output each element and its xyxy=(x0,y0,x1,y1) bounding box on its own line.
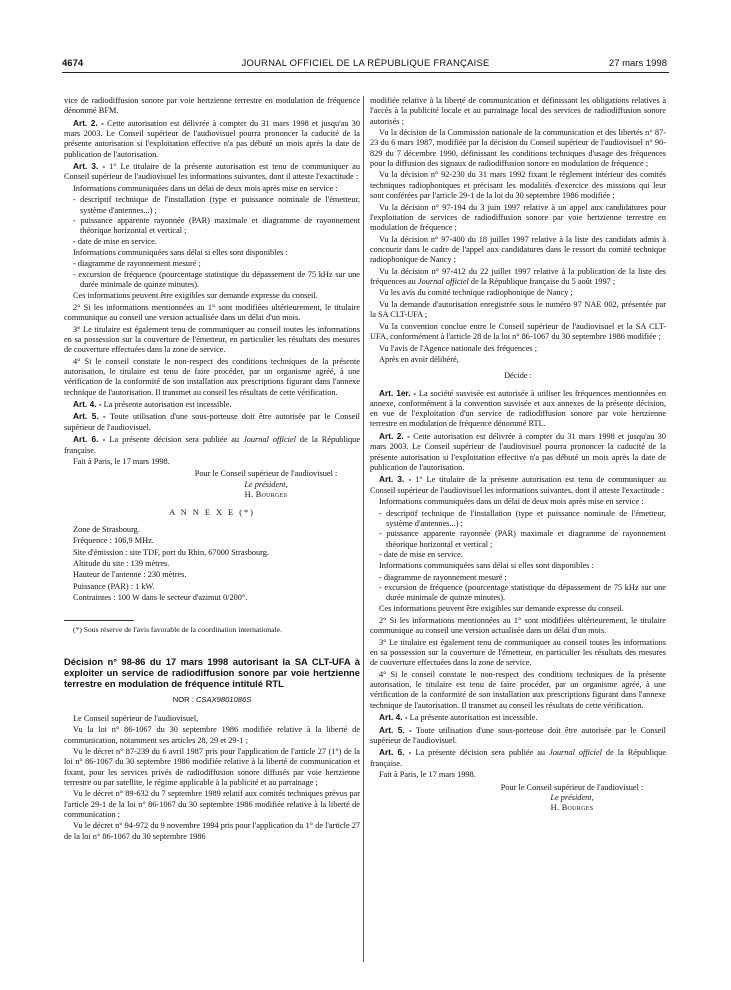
footnote: (*) Sous réserve de l'avis favorable de la coordination internationale. xyxy=(73,624,282,634)
info-delay-title: Informations communiquées dans un délai de deux mois après mise en service : xyxy=(73,183,338,193)
paragraph-3: 3° Le titulaire est également tenu de communiquer au conseil toutes les informations en sa possession sur la couverture de l'émetteur, en particulier les résultats des mesures de couverture effectuées dans la zone de service. xyxy=(370,637,666,668)
signature-role: Le président, xyxy=(244,479,288,489)
vu-line: Vu les avis du comité technique radiophonique de Nancy ; xyxy=(379,288,573,298)
left-column xyxy=(64,96,360,843)
decision-line: Vu la loi n° 86-1067 du 30 septembre 1986 modifiée relative à la liberté de communication, notamment ses articles 28, 29 et 29-1 ; xyxy=(64,725,360,745)
intro-paragraph: vice de radiodiffusion sonore par voie hertzienne terrestre en modulation de fréquence dénommé BFM. xyxy=(64,96,360,116)
decision-line: Vu le décret n° 87-239 du 6 avril 1987 pris pour l'application de l'article 27 (1°) de la loi n° 86-1067 du 30 septembre 1986 modifiée relative à la liberté de communication et fixant, pour les services privés de radiodiffusion sonore diffusés par voie hertzienne terrestre ou par satellite, le régime applicable à la publicité et au parrainage ; xyxy=(64,746,360,787)
article-2: Art. 2. - Cette autorisation est délivrée à compter du 31 mars 1998 et jusqu'au 30 mars 2003. Le Conseil supérieur de l'audiovisuel pourra prononcer la caducité de la présente autorisation si l'exploitation effective n'a pas débuté un mois après la date de publication de l'autorisation. xyxy=(64,117,360,159)
signature-for: Pour le Conseil supérieur de l'audiovisuel : xyxy=(194,469,338,479)
article-6: Art. 6. - La présente décision sera publiée au Journal officiel de la République française. xyxy=(64,434,360,455)
list-item: - date de mise en service. xyxy=(379,549,463,559)
paragraph-2: 2° Si les informations mentionnées au 1° sont modifiées ultérieurement, le titulaire communique au conseil une version actualisée dans un délai d'un mois. xyxy=(64,302,360,323)
done-at: Fait à Paris, le 17 mars 1998. xyxy=(379,770,476,780)
article-label: Art. 3. - xyxy=(73,161,106,172)
signature-block xyxy=(478,783,666,814)
annexe-title: A N N E X E (*) xyxy=(169,508,255,518)
article-5: Art. 5. - Toute utilisation d'une sous-porteuse doit être autorisée par le Conseil supérieur de l'audiovisuel. xyxy=(64,411,360,432)
annexe-line: Hauteur de l'antenne : 230 mètres. xyxy=(73,570,187,580)
publication-date: 27 mars 1998 xyxy=(608,58,667,69)
paragraph-4: 4° Si le conseil constate le non-respect des conditions techniques de la présente autorisation, le titulaire est tenu de faire procéder, par un organisme agréé, à une vérification de la conformité de son installation aux prescriptions figurant dans l'annexe technique de l'autorisation. Il transmet au conseil les résultats de cette vérification. xyxy=(64,356,360,397)
list-item: - puissance apparente rayonnée (PAR) maximale et diagramme de rayonnement théorique horizontal et vertical ; xyxy=(379,529,666,549)
header-rule xyxy=(62,72,669,73)
vu-line: Vu la demande d'autorisation enregistrée sous le numéro 97 NAE 002, présentée par la SA CLT-UFA ; xyxy=(370,299,666,320)
annexe-line: Puissance (PAR) : 1 kW. xyxy=(73,581,155,591)
signature-block xyxy=(172,469,360,500)
list-item: - descriptif technique de l'installation (type et puissance nominale de l'émetteur, système d'antennes...) ; xyxy=(379,508,666,528)
article-4: Art. 4. - La présente autorisation est incessible. xyxy=(379,712,538,723)
list-item: - diagramme de rayonnement mesuré ; xyxy=(73,259,201,269)
article-6: Art. 6. - La présente décision sera publiée au Journal officiel de la République française. xyxy=(370,747,666,768)
nor-reference: NOR : CSAX9801086S xyxy=(172,695,252,705)
article-label: Art. 1er. - xyxy=(379,387,417,398)
article-label: Art. 4. - xyxy=(73,399,102,409)
annexe-line: Contraintes : 100 W dans le secteur d'azimut 0/200°. xyxy=(73,593,248,603)
vu-line: Vu la décision n° 97-194 du 3 juin 1997 relative à un appel aux candidatures pour l'exploitation de services de radiodiffusion sonore par voie hertzienne terrestre en modulation de fréquence ; xyxy=(370,202,666,233)
continued-paragraph: modifiée relative à la liberté de communication et définissant les obligations relatives à l'accès à la publicité locale et au parrainage local des services de radiodiffusion sonore autorisés ; xyxy=(370,96,666,126)
paragraph-3: 3° Le titulaire est également tenu de communiquer au conseil toutes les informations en sa possession sur la couverture de l'émetteur, en particulier les résultats des mesures de couverture effectuées dans la zone de service. xyxy=(64,324,360,355)
annexe-line: Altitude du site : 139 mètres. xyxy=(73,558,170,568)
vu-line: Vu la décision de la Commission nationale de la communication et des libertés n° 87-23 du 6 mars 1987, modifiée par la décision du Conseil supérieur de l'audiovisuel n° 90-829 du 7 décembre 1990, définissant les conditions techniques d'usage des fréquences pour la diffusion des signaux de radiodiffusion sonore en modulation de fréquence ; xyxy=(370,128,666,168)
article-label: Art. 5. - xyxy=(379,724,412,735)
list-item: - date de mise en service. xyxy=(73,236,157,246)
decision-line: Le Conseil supérieur de l'audiovisuel, xyxy=(73,713,199,723)
footnote-rule xyxy=(64,620,134,621)
article-3: Art. 3. - 1° Le titulaire de la présente autorisation est tenu de communiquer au Conseil supérieur de l'audiovisuel les informations suivantes, dont il atteste l'exactitude : xyxy=(370,474,666,495)
decide-heading: Décide : xyxy=(504,371,532,381)
annexe-line: Site d'émission : site TDF, port du Rhin, 67000 Strasbourg. xyxy=(73,547,269,557)
info-delay-list xyxy=(370,509,666,560)
article-label: Art. 6. - xyxy=(73,434,106,445)
paragraph-4: 4° Si le conseil constate le non-respect des conditions techniques de la présente autorisation, le titulaire est tenu de faire procéder, par un organisme agréé, à une vérification de la conformité de son installation aux prescriptions figurant dans l'annexe technique de l'autorisation. Il transmet au conseil les résultats de cette vérification. xyxy=(370,669,666,710)
signature-role: Le président, xyxy=(550,792,594,802)
list-item: - excursion de fréquence (pourcentage statistique du dépassement de 75 kHz sur une durée minimale de quinze minutes). xyxy=(379,582,666,603)
column-separator xyxy=(363,96,364,962)
info-request: Ces informations peuvent être exigibles sur demande expresse du conseil. xyxy=(379,604,624,614)
article-label: Art. 5. - xyxy=(73,411,106,422)
article-5: Art. 5. - Toute utilisation d'une sous-porteuse doit être autorisée par le Conseil supérieur de l'audiovisuel. xyxy=(370,724,666,745)
info-delay-title: Informations communiquées dans un délai de deux mois après mise en service : xyxy=(379,497,644,507)
page-header xyxy=(0,0,731,84)
article-3: Art. 3. - 1° Le titulaire de la présente autorisation est tenu de communiquer au Conseil supérieur de l'audiovisuel les informations suivantes, dont il atteste l'exactitude : xyxy=(64,161,360,182)
vu-line: Vu l'avis de l'Agence nationale des fréquences ; xyxy=(379,343,537,353)
done-at: Fait à Paris, le 17 mars 1998. xyxy=(73,457,170,467)
vu-line: Vu la décision n° 97-400 du 18 juillet 1997 relative à la liste des candidats admis à concourir dans le cadre de l'appel aux candidatures dans le ressort du comité technique radiophonique de Nancy ; xyxy=(370,234,666,265)
decision-line: Vu le décret n° 94-972 du 9 novembre 1994 pris pour l'application du 1° de l'article 27 de la loi n° 86-1067 du 30 septembre 1986 xyxy=(64,821,360,841)
signature-for: Pour le Conseil supérieur de l'audiovisuel : xyxy=(500,782,644,792)
info-nodelay-list xyxy=(64,259,360,290)
article-label: Art. 3. - xyxy=(379,474,412,485)
article-2: Art. 2. - Cette autorisation est délivrée à compter du 31 mars 1998 et jusqu'au 30 mars 2003. Le Conseil supérieur de l'audiovisuel pourra prononcer la caducité de la présente autorisation si l'exploitation effective n'a pas débuté un mois après la date de publication de l'autorisation. xyxy=(370,430,666,472)
info-nodelay-title: Informations communiquées sans délai si elles sont disponibles : xyxy=(379,561,594,571)
right-column xyxy=(370,96,666,817)
article-label: Art. 2. - xyxy=(73,117,104,128)
article-label: Art. 6. - xyxy=(379,747,412,758)
vu-line: Après en avoir délibéré, xyxy=(379,355,459,364)
paragraph-2: 2° Si les informations mentionnées au 1° sont modifiées ultérieurement, le titulaire communique au conseil une version actualisée dans un délai d'un mois. xyxy=(370,615,666,636)
article-label: Art. 4. - xyxy=(379,712,408,723)
decision-title: Décision n° 98-86 du 17 mars 1998 autorisant la SA CLT-UFA à exploiter un service de radiodiffusion sonore par voie hertzienne terrestre en modulation de fréquence intitulé RTL xyxy=(64,656,360,689)
list-item: - excursion de fréquence (pourcentage statistique du dépassement de 75 kHz sur une durée minimale de quinze minutes). xyxy=(73,269,360,289)
signature-name: H. Bourges xyxy=(244,489,288,499)
info-nodelay-title: Informations communiquées sans délai si elles sont disponibles : xyxy=(73,247,288,257)
signature-name: H. Bourges xyxy=(550,803,594,813)
article-1: Art. 1er. - La société susvisée est autorisée à utiliser les fréquences mentionnées en annexe, conformément à la convention susvisée et aux annexes de la présente décision, en vue de l'exploitation d'un service de radiodiffusion sonore par voie hertzienne terrestre en modulation de fréquence dénommé RTL. xyxy=(370,387,667,429)
info-request: Ces informations peuvent être exigibles sur demande expresse du conseil. xyxy=(73,291,318,301)
info-delay-list xyxy=(64,195,360,246)
article-4: Art. 4. - La présente autorisation est incessible. xyxy=(73,399,232,409)
vu-line: Vu la décision n° 92-230 du 31 mars 1992 fixant le règlement intérieur des comités techniques radiophoniques et précisant les modalités d'exercice des missions qui leur sont conférées par l'article 29-1 de la loi du 30 septembre 1986 modifiée ; xyxy=(370,170,666,201)
list-item: - descriptif technique de l'installation (type et puissance nominale de l'émetteur, système d'antennes...) ; xyxy=(73,195,360,215)
list-item: - puissance apparente rayonnée (PAR) maximale et diagramme de rayonnement théorique horizontal et vertical ; xyxy=(73,216,360,236)
annexe-details xyxy=(64,525,360,604)
journal-title: JOURNAL OFFICIEL DE LA RÉPUBLIQUE FRANÇAISE xyxy=(241,58,490,69)
info-nodelay-list xyxy=(370,573,666,604)
page-number: 4674 xyxy=(62,58,84,69)
article-label: Art. 2. - xyxy=(379,430,410,441)
vu-line: Vu la décision n° 97-412 du 22 juillet 1997 relative à la publication de la liste des fréquences au Journal officiel de la République française du 5 août 1997 ; xyxy=(370,266,666,286)
list-item: - diagramme de rayonnement mesuré ; xyxy=(379,572,507,582)
vu-line: Vu la convention conclue entre le Conseil supérieur de l'audiovisuel et la SA CLT-UFA, conformément à l'article 28 de la loi n° 86-1067 du 30 septembre 1986 modifiée ; xyxy=(370,321,666,342)
annexe-line: Fréquence : 106,9 MHz. xyxy=(73,536,154,546)
decision-line: Vu le décret n° 89-632 du 7 septembre 1989 relatif aux comités techniques prévus par l'article 29-1 de la loi n° 86-1067 du 30 septembre 1986 modifiée relative à la liberté de communication ; xyxy=(64,789,360,819)
annexe-line: Zone de Strasbourg. xyxy=(73,524,140,534)
